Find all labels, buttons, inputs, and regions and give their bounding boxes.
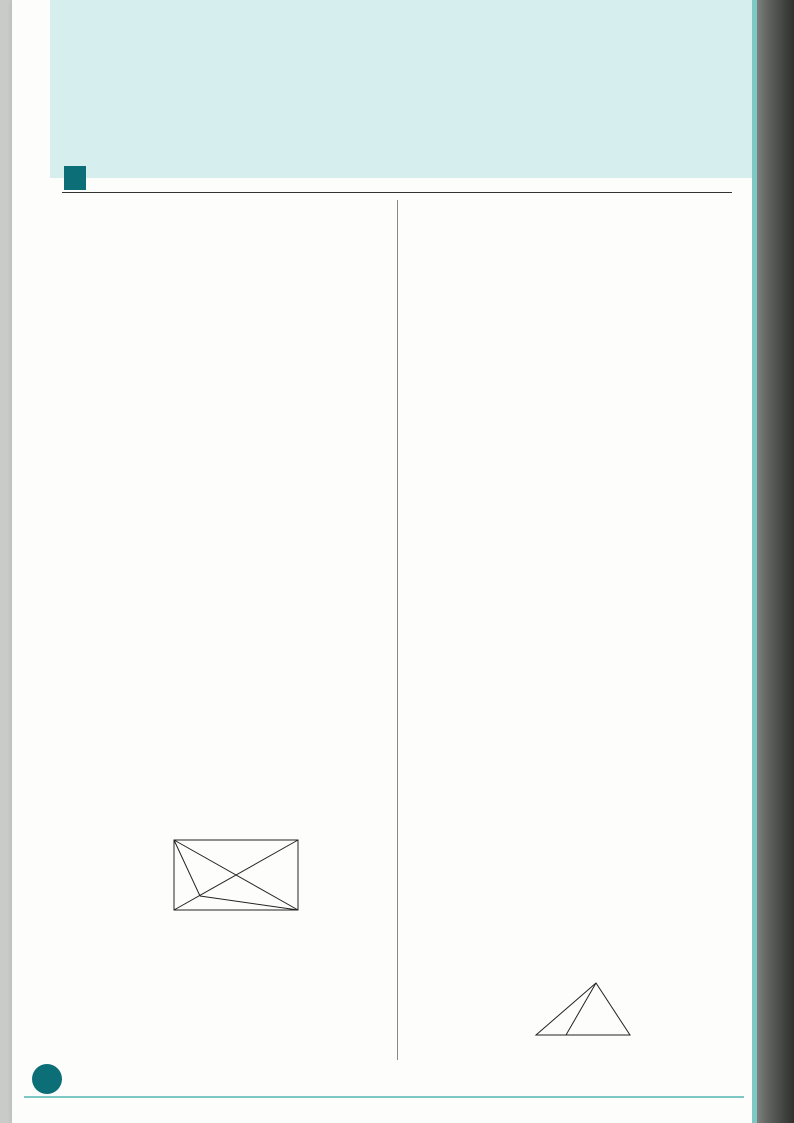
rectangle-figure <box>160 830 310 920</box>
triangle-figure <box>526 975 646 1047</box>
column-divider <box>397 200 398 1060</box>
spine-edge <box>752 0 757 1123</box>
section-bar <box>62 164 732 193</box>
brush-badge <box>64 166 86 190</box>
page-footer <box>32 1064 732 1094</box>
header-band <box>50 0 752 178</box>
page-number <box>32 1064 62 1094</box>
book-spine <box>752 0 794 1123</box>
footer-stripe <box>24 1096 744 1098</box>
